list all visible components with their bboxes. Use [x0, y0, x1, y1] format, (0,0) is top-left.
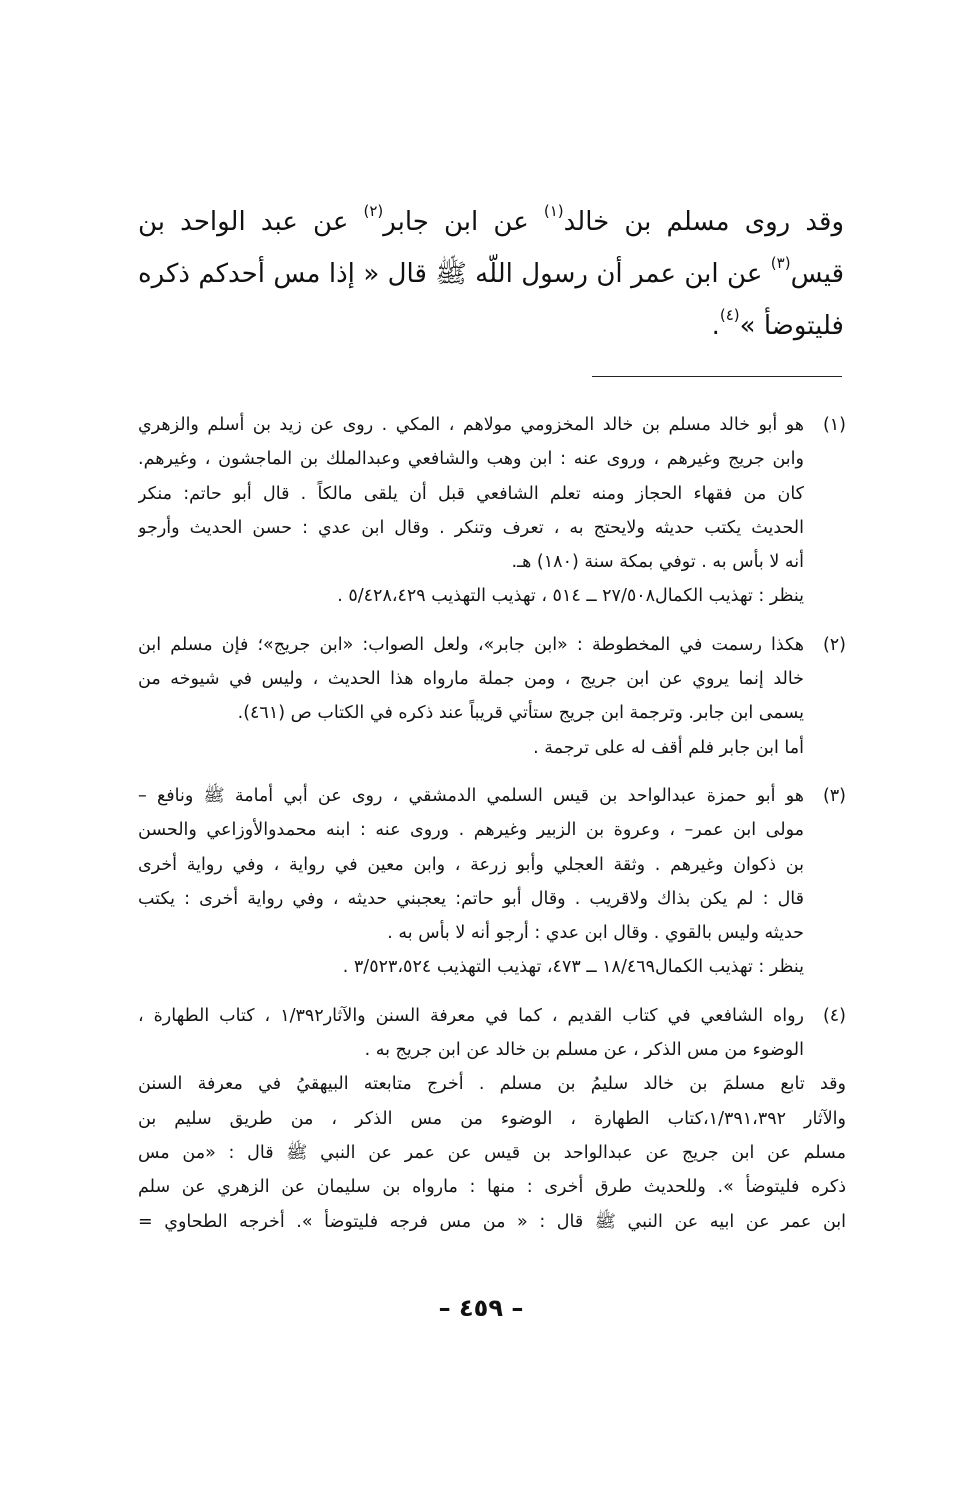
footnote-line: أما ابن جابر فلم أقف له على ترجمة . — [533, 737, 804, 758]
main-line-3-part-a: فليتوضأ » — [739, 311, 844, 341]
footnote-line: حديثه وليس بالقوي . وقال ابن عدي : أرجو أنه لا بأس به . — [387, 923, 804, 944]
footnote-number: (٢) — [822, 634, 846, 655]
footnote-line: كان من فقهاء الحجاز ومنه تعلم الشافعي قبل أن يلقى مالكاً . قال أبو حاتم: منكر — [138, 483, 804, 504]
footnote-line: بن ذكوان وغيرهم . وثقة العجلي وأبو زرعة ، وابن معين في رواية ، وفي رواية أخرى — [138, 854, 804, 875]
footnote-ref-4: (٤) — [719, 306, 740, 325]
main-line-1-part-c: عن عبد الواحد بن — [138, 207, 364, 237]
footnote-line: أنه لا بأس به . توفي بمكة سنة (١٨٠) هـ. — [511, 552, 804, 573]
footnote-ref-1: (١) — [543, 202, 564, 221]
footnote-line: رواه الشافعي في كتاب القديم ، كما في معرفة السنن والآثار١/٣٩٢ ، كتاب الطهارة ، — [138, 1005, 804, 1026]
footnote-line: وابن جريج وغيرهم ، وروى عنه : ابن وهب والشافعي وعبدالملك بن الماجشون ، وغيرهم. — [138, 449, 804, 470]
footnote-3 — [138, 779, 846, 985]
footnote-line: هو أبو خالد مسلم بن خالد المخزومي مولاهم ، المكي . روى عن زيد بن أسلم والزهري — [138, 415, 804, 435]
footnote-line: يسمى ابن جابر. وترجمة ابن جريج ستأتي قريباً عند ذكره في الكتاب ص (٤٦١). — [237, 703, 804, 724]
main-line-1-part-b: عن ابن جابر — [383, 207, 544, 237]
footnote-line: ابن عمر عن ابيه عن النبي ﷺ قال : « من مس فرجه فليتوضأ ». أخرجه الطحاوي = — [138, 1211, 846, 1232]
footnote-line: ينظر : تهذيب الكمال١٨/٤٦٩ ــ ٤٧٣، تهذيب التهذيب ٣/٥٢٣،٥٢٤ . — [342, 957, 804, 978]
footnote-ref-3: (٣) — [770, 254, 791, 273]
footnote-line: والآثار ١/٣٩١،٣٩٢،كتاب الطهارة ، الوضوء من مس الذكر ، من طريق سليم بن — [138, 1108, 846, 1129]
footnote-line: وقد تابع مسلمَ بن خالد سليمُ بن مسلم . أخرج متابعته البيهقيُ في معرفة السنن — [138, 1074, 846, 1095]
main-text — [138, 196, 844, 352]
footnote-line: الحديث يكتب حديثه ولايحتج به ، تعرف وتنكر . وقال ابن عدي : حسن الحديث وأرجو — [138, 517, 804, 538]
main-line-2-part-b: عن ابن عمر أن رسول اللّه ﷺ قال « إذا مس أحدكم ذكره — [138, 259, 771, 289]
footnote-line: مولى ابن عمر– ، وعروة بن الزبير وغيرهم . وروى عنه : ابنه محمدوالأوزاعي والحسن — [138, 820, 804, 841]
footnote-line: خالد إنما يروي عن ابن جريج ، ومن جملة مارواه هذا الحديث ، وليس في شيوخه من — [138, 669, 804, 690]
page-number: – ٤٥٩ – — [438, 1294, 524, 1322]
footnote-number: (٣) — [822, 785, 846, 806]
main-line-2-part-a: قيس — [790, 259, 844, 289]
main-line-1-part-a: وقد روى مسلم بن خالد — [563, 207, 844, 237]
footnote-line: الوضوء من مس الذكر ، عن مسلم بن خالد عن ابن جريج به . — [364, 1040, 804, 1061]
footnote-number: (١) — [822, 415, 846, 435]
main-line-2 — [138, 248, 844, 300]
footnote-number: (٤) — [822, 1005, 846, 1026]
footnote-line: قال : لم يكن بذاك ولاقريب . وقال أبو حاتم: يعجبني حديثه ، وفي رواية أخرى : يكتب — [138, 888, 804, 909]
footnote-1 — [138, 408, 846, 614]
footnote-line: مسلم عن ابن جريج عن عبدالواحد بن قيس عن عمر عن النبي ﷺ قال : «من مس — [138, 1142, 846, 1163]
footnote-line: هو أبو حمزة عبدالواحد بن قيس السلمي الدمشقي ، روى عن أبي أمامة ﷺ ونافع – — [138, 785, 804, 806]
footnotes — [138, 408, 846, 1253]
footnote-separator — [592, 376, 842, 377]
main-line-3 — [138, 300, 844, 352]
footnote-line: ينظر : تهذيب الكمال٢٧/٥٠٨ ــ ٥١٤ ، تهذيب التهذيب ٥/٤٢٨،٤٢٩ . — [337, 586, 804, 607]
footnote-line: ذكره فليتوضأ ». وللحديث طرق أخرى : منها : مارواه بن سليمان عن الزهري عن سلم — [138, 1177, 846, 1198]
footnote-line: هكذا رسمت في المخطوطة : «ابن جابر»، ولعل الصواب: «ابن جريج»؛ فإن مسلم ابن — [138, 634, 804, 655]
footnote-4 — [138, 999, 846, 1239]
footnote-ref-2: (٢) — [363, 202, 384, 221]
main-line-1 — [138, 196, 844, 248]
main-line-3-part-b: . — [711, 311, 720, 341]
footnote-2 — [138, 628, 846, 765]
